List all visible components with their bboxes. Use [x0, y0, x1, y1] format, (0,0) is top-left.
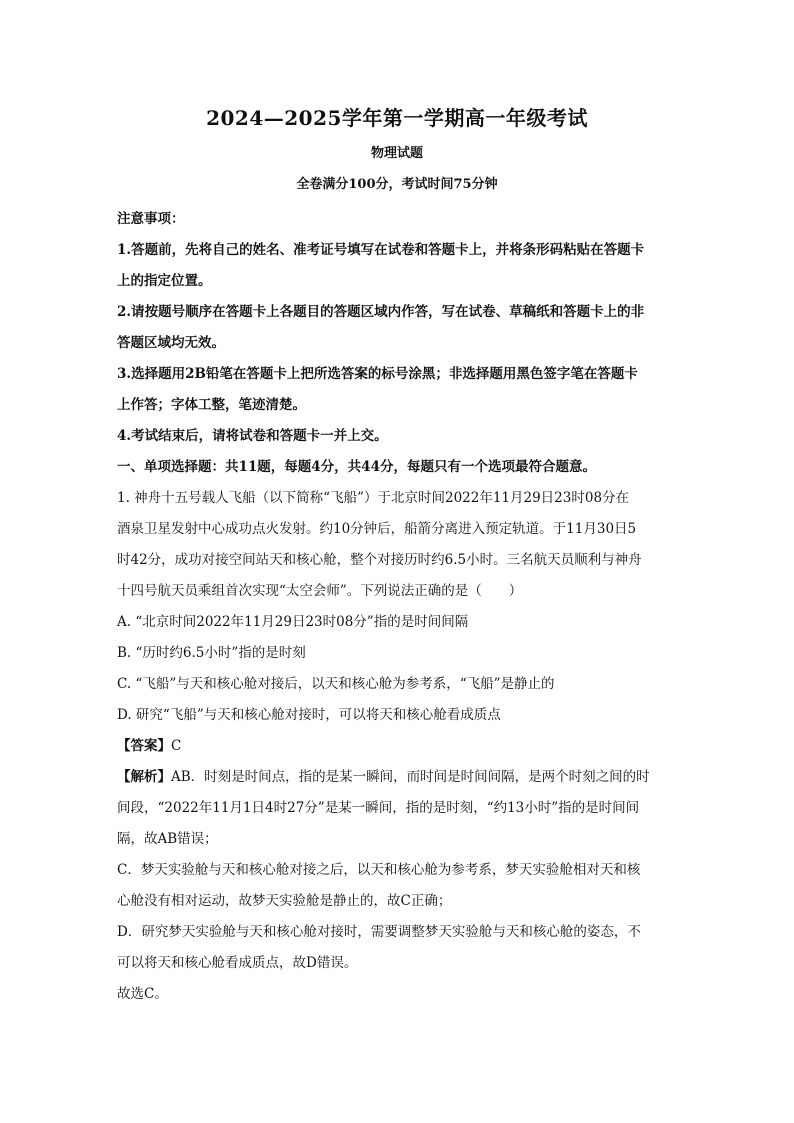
section-heading: 一、单项选择题：共11题，每题4分，共44分，每题只有一个选项最符合题意。 — [117, 459, 596, 475]
answer-value: C — [171, 738, 182, 754]
analysis-line — [117, 762, 683, 793]
answer-label: 【答案】 — [117, 738, 171, 754]
notice-line: 4.考试结束后，请将试卷和答题卡一并上交。 — [117, 428, 388, 444]
notice-line: 上作答；字体工整，笔迹清楚。 — [117, 397, 306, 413]
question-stem-line: 酒泉卫星发射中心成功点火发射。约10分钟后，船箭分离进入预定轨道。于11月30日5 — [117, 521, 637, 537]
notice-line: 上的指定位置。 — [117, 273, 212, 289]
notice-line: 1.答题前，先将自己的姓名、准考证号填写在试卷和答题卡上，并将条形码粘贴在答题卡 — [117, 242, 645, 258]
notice-line: 2.请按题号顺序在答题卡上各题目的答题区域内作答，写在试卷、草稿纸和答题卡上的非 — [117, 304, 645, 320]
analysis-line: D．研究梦天实验舱与天和核心舱对接时，需要调整梦天实验舱与天和核心舱的姿态，不 — [117, 924, 641, 940]
page-title: 2024—2025学年第一学期高一年级考试 — [206, 106, 588, 130]
question-stem-line: 时42分，成功对接空间站天和核心舱，整个对接历时约6.5小时。三名航天员顺利与神舟 — [117, 552, 642, 568]
question-stem-line: 十四号航天员乘组首次实现“太空会师”。下列说法正确的是（ ） — [117, 583, 523, 599]
option-d: D. 研究“飞船”与天和核心舱对接时，可以将天和核心舱看成质点 — [117, 707, 501, 723]
subject-title: 物理试题 — [370, 146, 423, 161]
analysis-line: C．梦天实验舱与天和核心舱对接之后，以天和核心舱为参考系，梦天实验舱相对天和核 — [117, 862, 641, 878]
analysis-line: 可以将天和核心舱看成质点，故D错误。 — [117, 955, 358, 971]
analysis-line: 间段，“2022年11月1日4时27分”是某一瞬间，指的是时刻，“约13小时”指的是时间间 — [117, 800, 640, 816]
notice-line: 答题区域均无效。 — [117, 335, 225, 351]
answer-line — [117, 731, 683, 762]
document-body — [117, 204, 683, 1010]
option-a: A. “北京时间2022年11月29日23时08分”指的是时间间隔 — [117, 614, 469, 630]
conclusion-line: 故选C。 — [117, 986, 168, 1002]
notice-line: 3.选择题用2B铅笔在答题卡上把所选答案的标号涂黑；非选择题用黑色签字笔在答题卡 — [117, 366, 638, 382]
notice-heading: 注意事项： — [117, 211, 185, 227]
analysis-text: AB．时刻是时间点，指的是某一瞬间，而时间是时间间隔，是两个时刻之间的时 — [171, 769, 650, 785]
exam-info: 全卷满分100分，考试时间75分钟 — [296, 177, 498, 192]
analysis-label: 【解析】 — [117, 769, 171, 785]
analysis-line: 隔，故AB错误； — [117, 831, 218, 847]
option-c: C. “飞船”与天和核心舱对接后，以天和核心舱为参考系，“飞船”是静止的 — [117, 676, 555, 692]
option-b: B. “历时约6.5小时”指的是时刻 — [117, 645, 306, 661]
analysis-line: 心舱没有相对运动，故梦天实验舱是静止的，故C正确； — [117, 893, 452, 909]
question-stem-line: 1. 神舟十五号载人飞船（以下简称“飞船”）于北京时间2022年11月29日23时08分在 — [117, 490, 630, 506]
